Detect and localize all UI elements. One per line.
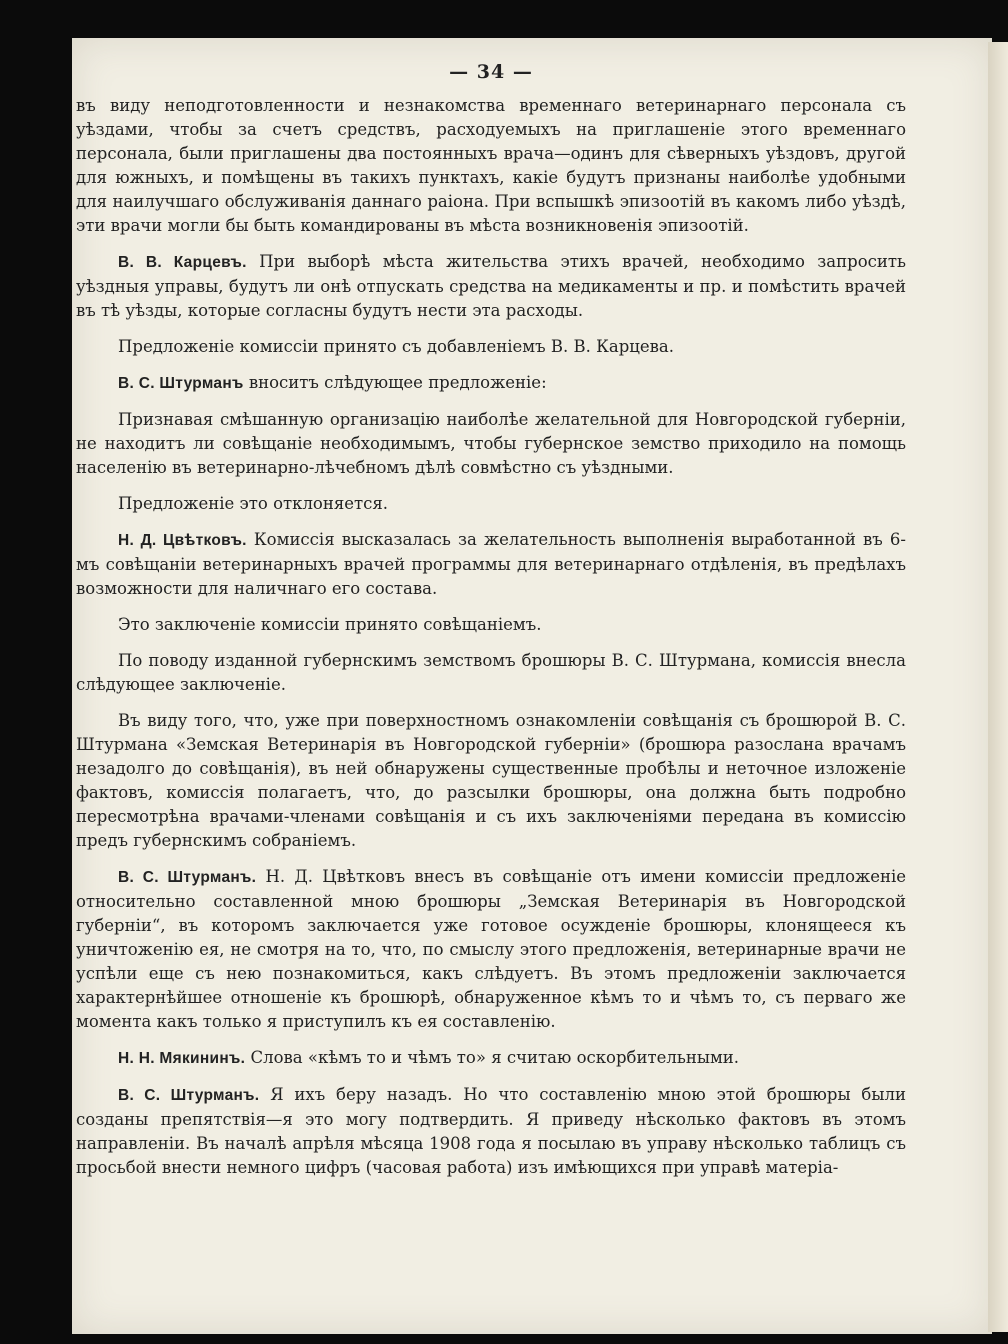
- page-content: [76, 60, 906, 1192]
- speaker-name: В. С. Штурманъ.: [118, 1087, 260, 1104]
- paragraph-text: въ виду неподготовленности и незнакомства временнаго ветеринарнаго персонала съ уѣздами, чтобы за счетъ средствъ, расходуемыхъ на приглашеніе этого временнаго персонала, были приглашены два постоянныхъ врача—одинъ для сѣверныхъ уѣздовъ, другой для южныхъ, и помѣщены въ такихъ пунктахъ, какіе будутъ признаны наиболѣе удобными для наилучшаго обслуживанія даннаго раіона. При вспышкѣ эпизоотій въ какомъ либо уѣздѣ, эти врачи могли бы быть командированы въ мѣста возникновенія эпизоотій.: [76, 96, 906, 235]
- paragraph-text: Въ виду того, что, уже при поверхностномъ ознакомленіи совѣщанія съ брошюрой В. С. Штурмана «Земская Ветеринарія въ Новгородской губерніи» (брошюра разослана врачамъ незадолго до совѣщанія), въ ней обнаружены существенные пробѣлы и неточное изложеніе фактовъ, комиссія полагаетъ, что, до разсылки брошюры, она должна быть подробно пересмотрѣна врачами-членами совѣщанія и съ ихъ заключеніями передана въ комиссію предъ губернскимъ собраніемъ.: [76, 711, 906, 850]
- paragraph-2: [76, 250, 906, 323]
- page-number: — 34 —: [449, 61, 533, 83]
- paragraph-3: [76, 335, 906, 359]
- speaker-name: В. С. Штурманъ: [118, 375, 244, 392]
- paragraph-4: [76, 371, 906, 396]
- paragraph-10: [76, 709, 906, 853]
- paragraph-7: [76, 528, 906, 601]
- paragraph-text: При выборѣ мѣста жительства этихъ врачей, необходимо запросить уѣздныя управы, будутъ ли онѣ отпускать средства на медикаменты и пр. и помѣстить врачей въ тѣ уѣзды, которые согласны будутъ нести эта расходы.: [76, 252, 906, 320]
- paragraph-12: [76, 1046, 906, 1071]
- paragraph-9: [76, 649, 906, 697]
- paragraph-text: По поводу изданной губернскимъ земствомъ брошюры В. С. Штурмана, комиссія внесла слѣдующее заключеніе.: [76, 651, 906, 694]
- speaker-name: Н. Д. Цвѣтковъ.: [118, 532, 247, 549]
- paragraph-text: Н. Д. Цвѣтковъ внесъ въ совѣщаніе отъ имени комиссіи предложеніе относительно составленной мною брошюры „Земская Ветеринарія въ Новгородской губерніи“, въ которомъ заключается уже готовое осужденіе брошюры, клонящееся къ уничтоженію ея, не смотря на то, что, по смыслу этого предложенія, ветеринарные врачи не успѣли еще съ нею познакомиться, какъ слѣдуетъ. Въ этомъ предложеніи заключается характернѣйшее отношеніе къ брошюрѣ, обнаруженное кѣмъ то и чѣмъ то, съ перваго же момента какъ только я приступилъ къ ея составленію.: [76, 867, 906, 1031]
- speaker-name: Н. Н. Мякининъ.: [118, 1050, 246, 1067]
- page-edge: [988, 42, 1008, 1332]
- paragraph-6: [76, 492, 906, 516]
- speaker-name: В. С. Штурманъ.: [118, 869, 257, 886]
- paragraph-13: [76, 1083, 906, 1180]
- speaker-name: В. В. Карцевъ.: [118, 254, 247, 271]
- paragraph-1: [76, 94, 906, 238]
- paragraph-text: вноситъ слѣдующее предложеніе:: [243, 373, 547, 392]
- paragraph-text: Слова «кѣмъ то и чѣмъ то» я считаю оскорбительными.: [245, 1048, 740, 1067]
- paragraph-11: [76, 865, 906, 1034]
- paragraph-8: [76, 613, 906, 637]
- paragraph-5: [76, 408, 906, 480]
- paragraph-text: Это заключеніе комиссіи принято совѣщаніемъ.: [118, 615, 542, 634]
- paragraph-text: Признавая смѣшанную организацію наиболѣе желательной для Новгородской губерніи, не находитъ ли совѣщаніе необходимымъ, чтобы губернское земство приходило на помощь населенію въ ветеринарно-лѣчебномъ дѣлѣ совмѣстно съ уѣздными.: [76, 410, 906, 477]
- paragraph-text: Предложеніе комиссіи принято съ добавленіемъ В. В. Карцева.: [118, 337, 675, 356]
- paragraph-text: Комиссія высказалась за желательность выполненія выработанной въ 6-мъ совѣщаніи ветеринарныхъ врачей программы для ветеринарнаго отдѣленія, въ предѣлахъ возможности для наличнаго его состава.: [76, 530, 906, 598]
- paragraph-text: Я ихъ беру назадъ. Но что составленію мною этой брошюры были созданы препятствія—я это могу подтвердить. Я приведу нѣсколько фактовъ въ этомъ направленіи. Въ началѣ апрѣля мѣсяца 1908 года я посылаю въ управу нѣсколько таблицъ съ просьбой внести немного цифръ (часовая работа) изъ имѣющихся при управѣ матеріа-: [76, 1085, 906, 1177]
- paragraph-text: Предложеніе это отклоняется.: [118, 494, 389, 513]
